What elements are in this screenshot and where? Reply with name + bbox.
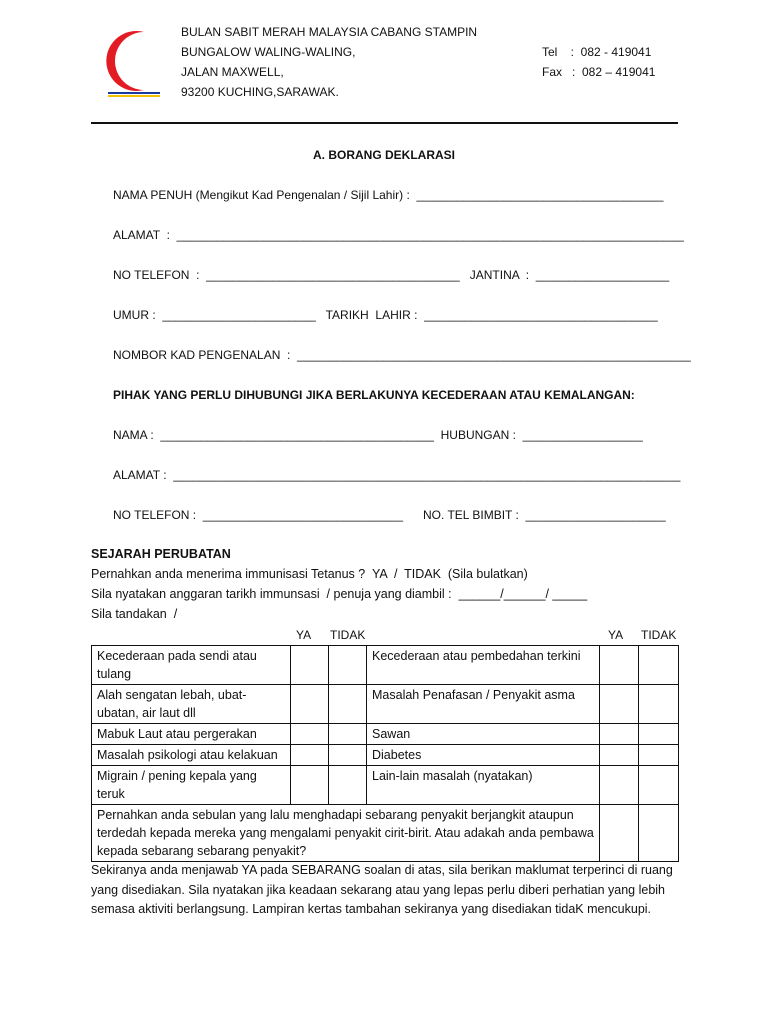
header-divider [91, 122, 678, 124]
tick-box-tidak[interactable] [329, 745, 367, 766]
tick-box-tidak[interactable] [639, 745, 679, 766]
condition-label: Masalah Penafasan / Penyakit asma [367, 685, 600, 724]
table-row [92, 745, 679, 766]
condition-label: Kecederaan atau pembedahan terkini [367, 646, 600, 685]
org-address-line-2: JALAN MAXWELL, [181, 65, 284, 79]
condition-label: Migrain / pening kepala yang teruk [92, 766, 291, 805]
condition-label: Kecederaan pada sendi atau tulang [92, 646, 291, 685]
field-umur-tarikh-lahir[interactable]: UMUR : _______________________ TARIKH LAHIR : ___________________________________ [113, 308, 658, 322]
tick-box-ya[interactable] [600, 724, 639, 745]
table-row [92, 724, 679, 745]
field-no-telefon-jantina[interactable]: NO TELEFON : ______________________________________ JANTINA : ____________________ [113, 268, 670, 282]
tick-box-ya[interactable] [600, 685, 639, 724]
condition-label: Diabetes [367, 745, 600, 766]
tick-box-tidak[interactable] [329, 646, 367, 685]
footer-instructions: Sekiranya anda menjawab YA pada SEBARANG soalan di atas, sila berikan maklumat terperinci di ruang yang disediakan. Sila nyatakan jika keadaan sekarang atau yang lepas perlu diberi perhatian yang lebih semasa aktiviti berlangsung. Lampiran kertas tambahan sekiranya yang disediakan tidaK mencukupi. [91, 863, 673, 916]
tick-box-ya[interactable] [291, 724, 329, 745]
field-ec-nama-hubungan[interactable]: NAMA : _________________________________________ HUBUNGAN : __________________ [113, 428, 643, 442]
tick-box-ya[interactable] [600, 766, 639, 805]
red-crescent-logo [104, 28, 168, 98]
tick-box-ya[interactable] [291, 766, 329, 805]
table-row [92, 766, 679, 805]
col-tidak-right: TIDAK [641, 628, 677, 642]
tick-box-tidak[interactable] [639, 805, 679, 862]
condition-label: Alah sengatan lebah, ubat-ubatan, air laut dll [92, 685, 291, 724]
infectious-disease-question: Pernahkan anda sebulan yang lalu menghadapi sebarang penyakit berjangkit ataupun terdedah kepada mereka yang mengalami penyakit cirit-birit. Atau adakah anda pembawa kepada sebarang sebarang penyakit? [92, 805, 600, 862]
field-ec-telefon[interactable]: NO TELEFON : ______________________________ NO. TEL BIMBIT : _____________________ [113, 508, 666, 522]
tick-box-tidak[interactable] [639, 685, 679, 724]
org-address-line-1: BUNGALOW WALING-WALING, [181, 45, 356, 59]
field-alamat[interactable]: ALAMAT : ____________________________________________________________________________ [113, 228, 684, 242]
medical-history-table [91, 645, 679, 862]
tetanus-question[interactable]: Pernahkan anda menerima immunisasi Tetanus ? YA / TIDAK (Sila bulatkan) [91, 567, 528, 581]
tick-box-ya[interactable] [291, 646, 329, 685]
table-row [92, 805, 679, 862]
medical-history-heading: SEJARAH PERUBATAN [91, 547, 231, 561]
tick-box-ya[interactable] [291, 685, 329, 724]
org-name: BULAN SABIT MERAH MALAYSIA CABANG STAMPIN [181, 25, 478, 39]
table-row [92, 685, 679, 724]
tick-instruction: Sila tandakan / [91, 607, 178, 621]
condition-label: Lain-lain masalah (nyatakan) [367, 766, 600, 805]
immunisation-date-question[interactable]: Sila nyatakan anggaran tarikh immunsasi / penuja yang diambil : ______/______/ _____ [91, 587, 588, 601]
table-row [92, 646, 679, 685]
tick-box-ya[interactable] [600, 745, 639, 766]
field-nombor-kad-pengenalan[interactable]: NOMBOR KAD PENGENALAN : ___________________________________________________________ [113, 348, 691, 362]
logo-line-blue [108, 92, 160, 94]
tick-box-tidak[interactable] [639, 646, 679, 685]
org-tel: Tel : 082 - 419041 [542, 45, 652, 59]
org-fax: Fax : 082 – 419041 [542, 65, 656, 79]
col-ya-left: YA [296, 628, 312, 642]
tick-box-ya[interactable] [600, 805, 639, 862]
field-ec-alamat[interactable]: ALAMAT : ____________________________________________________________________________ [113, 468, 681, 482]
form-title: A. BORANG DEKLARASI [312, 148, 455, 162]
org-address-line-3: 93200 KUCHING,SARAWAK. [181, 85, 339, 99]
condition-label: Mabuk Laut atau pergerakan [92, 724, 291, 745]
tick-box-tidak[interactable] [329, 685, 367, 724]
condition-label: Masalah psikologi atau kelakuan [92, 745, 291, 766]
tick-box-tidak[interactable] [639, 724, 679, 745]
col-tidak-left: TIDAK [330, 628, 366, 642]
logo-line-yellow [108, 95, 160, 97]
emergency-contact-heading: PIHAK YANG PERLU DIHUBUNGI JIKA BERLAKUNYA KECEDERAAN ATAU KEMALANGAN: [113, 388, 635, 402]
tick-box-ya[interactable] [600, 646, 639, 685]
tick-box-ya[interactable] [291, 745, 329, 766]
tick-box-tidak[interactable] [329, 766, 367, 805]
field-nama-penuh[interactable]: NAMA PENUH (Mengikut Kad Pengenalan / Sijil Lahir) : _____________________________________ [113, 188, 664, 202]
tick-box-tidak[interactable] [639, 766, 679, 805]
condition-label: Sawan [367, 724, 600, 745]
col-ya-right: YA [608, 628, 624, 642]
crescent-shape [106, 31, 144, 91]
tick-box-tidak[interactable] [329, 724, 367, 745]
